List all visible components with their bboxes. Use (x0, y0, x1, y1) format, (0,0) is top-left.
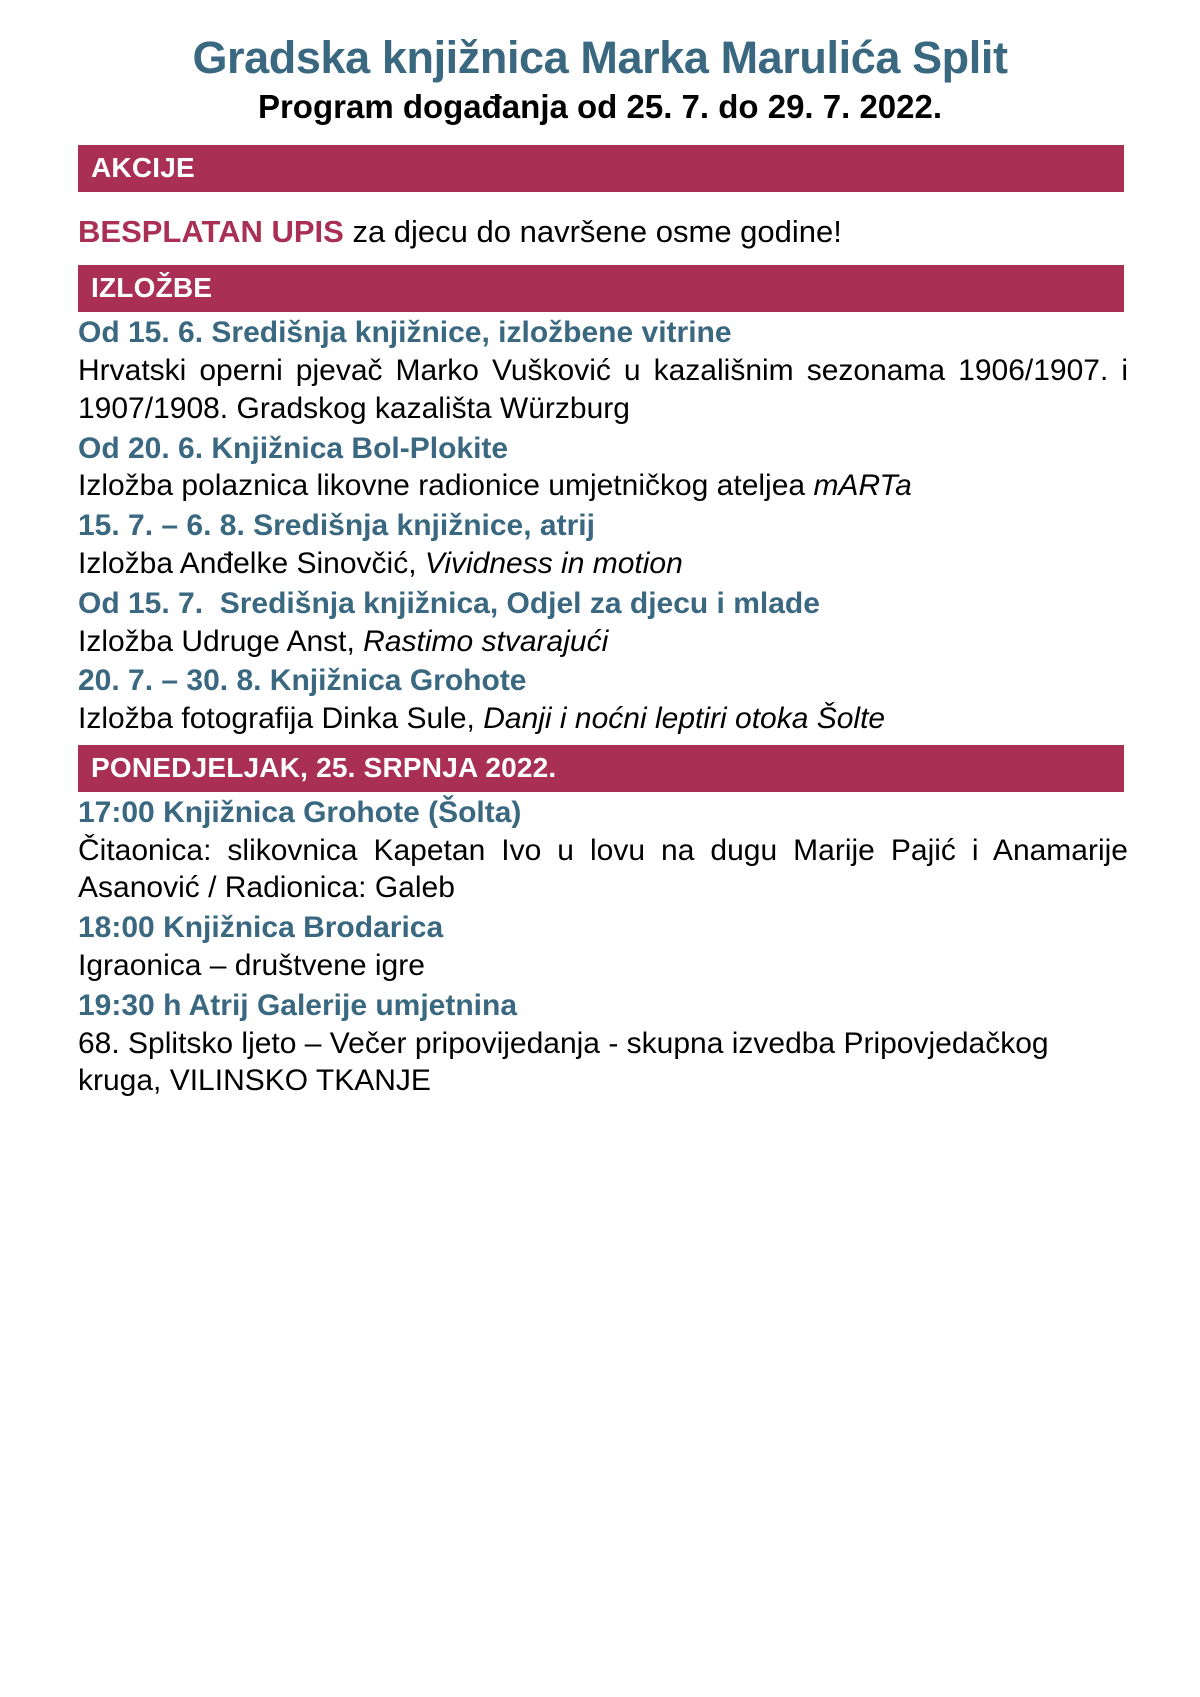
event-heading: 17:00 Knjižnica Grohote (Šolta) (78, 795, 522, 829)
promo-accent-text: BESPLATAN UPIS (78, 213, 344, 249)
exhibition-body-title-italic: mARTa (813, 469, 912, 503)
exhibition-body-text: Izložba Anđelke Sinovčić, (78, 546, 425, 580)
page-title: Gradska knjižnica Marka Marulića Split (192, 32, 1008, 83)
program-subtitle: Program događanja od 25. 7. do 29. 7. 2022. (257, 88, 943, 126)
promo-line (78, 214, 1128, 251)
event-heading: 18:00 Knjižnica Brodarica (78, 911, 444, 945)
exhibition-body-text: Izložba Udruge Anst, (78, 624, 364, 658)
event-body: Čitaonica: slikovnica Kapetan Ivo u lovu na dugu Marije Pajić i Anamarije Asanović / Radionica: Galeb (78, 833, 1128, 905)
exhibition-body (78, 467, 1128, 505)
exhibition-body (78, 623, 1128, 661)
poster-content (0, 145, 1200, 1101)
section-bar-akcije: AKCIJE (78, 145, 1124, 192)
exhibition-heading: Od 20. 6. Knjižnica Bol-Plokite (78, 431, 509, 465)
exhibition-heading: 15. 7. – 6. 8. Središnja knjižnice, atrij (78, 509, 595, 543)
exhibition-body-title-italic: Danji i noćni leptiri otoka Šolte (483, 702, 886, 736)
section-bar-izlozbe: IZLOŽBE (78, 265, 1124, 312)
exhibition-heading: Od 15. 7. Središnja knjižnica, Odjel za djecu i mlade (78, 586, 820, 620)
exhibition-body-title-italic: Rastimo stvarajući (363, 624, 609, 658)
exhibition-body (78, 545, 1128, 583)
exhibition-body-title-italic: Vividness in motion (424, 546, 683, 580)
section-bar-monday: PONEDJELJAK, 25. SRPNJA 2022. (78, 745, 1124, 792)
exhibition-body (78, 352, 1128, 428)
exhibition-body-text: Izložba fotografija Dinka Sule, (78, 702, 484, 736)
content-column (78, 145, 1128, 1101)
exhibition-body-text: Izložba polaznica likovne radionice umjetničkog ateljea (78, 469, 814, 503)
event-body: Igraonica – društvene igre (78, 949, 425, 983)
exhibition-heading: Od 15. 6. Središnja knjižnice, izložbene vitrine (78, 316, 732, 350)
exhibition-heading: 20. 7. – 30. 8. Knjižnica Grohote (78, 664, 527, 698)
promo-rest-text: za djecu do navršene osme godine! (343, 213, 842, 249)
event-body: 68. Splitsko ljeto – Večer pripovijedanja - skupna izvedba Pripovjedačkog kruga, VILINSKO TKANJE (78, 1026, 1049, 1098)
masthead (0, 0, 1200, 126)
exhibition-body-text: Hrvatski operni pjevač Marko Vušković u kazališnim sezonama 1906/1907. i 1907/1908. Gradskog kazališta Würzburg (78, 353, 1128, 425)
event-heading: 19:30 h Atrij Galerije umjetnina (78, 988, 518, 1022)
exhibition-body (78, 700, 1128, 738)
